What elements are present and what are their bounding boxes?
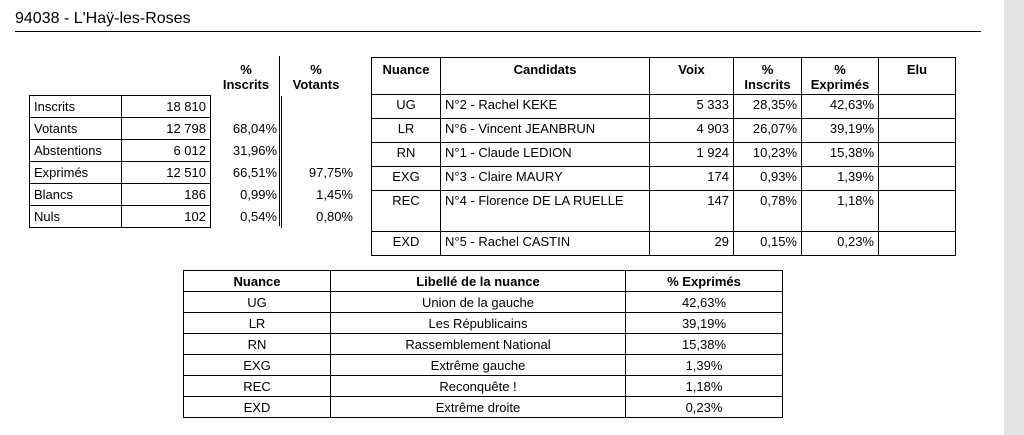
stats-table (29, 95, 357, 228)
stats-header-pct-inscrits (212, 62, 280, 92)
table-row (372, 119, 956, 143)
header-pct-exprimes-line1: % (834, 62, 846, 77)
nuance-pct-exprimes: 15,38% (626, 334, 783, 355)
candidates-table (371, 57, 956, 256)
stats-pct-votants: 1,45% (282, 184, 358, 206)
stats-value: 12 798 (122, 118, 211, 140)
candidate-elu (879, 167, 956, 191)
candidate-voix: 174 (650, 167, 734, 191)
candidate-pct-inscrits: 10,23% (734, 143, 802, 167)
header-pct-inscrits (734, 58, 802, 95)
candidate-voix: 147 (650, 191, 734, 232)
stats-pct-votants (282, 140, 358, 162)
nuance-code: REC (184, 376, 331, 397)
stats-value: 12 510 (122, 162, 211, 184)
candidate-nuance: UG (372, 95, 441, 119)
table-row (372, 232, 956, 256)
table-row (30, 184, 358, 206)
candidate-name: N°2 - Rachel KEKE (441, 95, 650, 119)
candidate-voix: 4 903 (650, 119, 734, 143)
table-row (30, 140, 358, 162)
header-elu: Elu (879, 58, 956, 95)
table-row (30, 206, 358, 228)
candidate-pct-inscrits: 0,78% (734, 191, 802, 232)
table-row (372, 167, 956, 191)
stats-header-pct-inscrits-line2: Inscrits (222, 77, 270, 92)
stats-pct-votants (282, 118, 358, 140)
header-pct-exprimes (802, 58, 879, 95)
candidate-pct-exprimes: 0,23% (802, 232, 879, 256)
nuance-libelle: Rassemblement National (331, 334, 626, 355)
candidate-name: N°6 - Vincent JEANBRUN (441, 119, 650, 143)
nuance-code: LR (184, 313, 331, 334)
candidate-name: N°5 - Rachel CASTIN (441, 232, 650, 256)
stats-pct-inscrits: 0,54% (211, 206, 282, 228)
table-row (184, 397, 783, 418)
candidate-nuance: EXD (372, 232, 441, 256)
header-pct-inscrits-line1: % (761, 62, 774, 77)
header-pct-inscrits-line2: Inscrits (744, 77, 791, 92)
nuance-libelle: Extrême gauche (331, 355, 626, 376)
candidate-elu (879, 95, 956, 119)
nuances-table (183, 270, 783, 418)
nuance-code: EXG (184, 355, 331, 376)
stats-header-pct-votants-line1: % (310, 62, 322, 77)
stats-pct-votants: 97,75% (282, 162, 358, 184)
nuance-libelle: Reconquête ! (331, 376, 626, 397)
nuance-pct-exprimes: 42,63% (626, 292, 783, 313)
stats-pct-inscrits: 66,51% (211, 162, 282, 184)
stats-pct-inscrits: 0,99% (211, 184, 282, 206)
nuance-pct-exprimes: 39,19% (626, 313, 783, 334)
candidate-pct-inscrits: 0,93% (734, 167, 802, 191)
stats-label: Blancs (30, 184, 122, 206)
header-candidats: Candidats (441, 58, 650, 95)
candidate-voix: 1 924 (650, 143, 734, 167)
candidate-pct-inscrits: 28,35% (734, 95, 802, 119)
table-row (184, 334, 783, 355)
header-nuance: Nuance (372, 58, 441, 95)
candidate-pct-exprimes: 42,63% (802, 95, 879, 119)
table-row (184, 355, 783, 376)
header-nuance: Nuance (184, 271, 331, 292)
stats-header-pct-votants-line2: Votants (292, 77, 340, 92)
table-row (184, 376, 783, 397)
stats-value: 102 (122, 206, 211, 228)
stats-pct-votants: 0,80% (282, 206, 358, 228)
candidate-nuance: LR (372, 119, 441, 143)
candidate-name: N°3 - Claire MAURY (441, 167, 650, 191)
stats-pct-votants (282, 96, 358, 118)
table-row (372, 191, 956, 232)
candidate-pct-exprimes: 1,18% (802, 191, 879, 232)
stats-header-pct-votants (282, 62, 350, 92)
stats-label: Inscrits (30, 96, 122, 118)
candidate-elu (879, 191, 956, 232)
header-pct-exprimes: % Exprimés (626, 271, 783, 292)
candidate-pct-exprimes: 1,39% (802, 167, 879, 191)
header-pct-exprimes-line2: Exprimés (810, 77, 870, 92)
candidate-nuance: RN (372, 143, 441, 167)
table-header-row (184, 271, 783, 292)
candidate-pct-exprimes: 15,38% (802, 143, 879, 167)
candidate-elu (879, 119, 956, 143)
candidate-nuance: EXG (372, 167, 441, 191)
nuance-libelle: Les Républicains (331, 313, 626, 334)
header-voix: Voix (650, 58, 734, 95)
stats-value: 18 810 (122, 96, 211, 118)
table-row (30, 96, 358, 118)
candidate-name: N°4 - Florence DE LA RUELLE (441, 191, 650, 232)
stats-pct-inscrits: 31,96% (211, 140, 282, 162)
stats-label: Votants (30, 118, 122, 140)
stats-value: 186 (122, 184, 211, 206)
window-edge-shade (1004, 0, 1024, 435)
stats-pct-inscrits: 68,04% (211, 118, 282, 140)
table-header-row (372, 58, 956, 95)
candidate-voix: 29 (650, 232, 734, 256)
candidate-elu (879, 232, 956, 256)
header-libelle: Libellé de la nuance (331, 271, 626, 292)
candidate-nuance: REC (372, 191, 441, 232)
table-row (372, 95, 956, 119)
stats-label: Nuls (30, 206, 122, 228)
candidate-voix: 5 333 (650, 95, 734, 119)
nuance-pct-exprimes: 1,39% (626, 355, 783, 376)
title-underline (15, 31, 981, 32)
candidate-pct-inscrits: 26,07% (734, 119, 802, 143)
nuance-code: EXD (184, 397, 331, 418)
table-row (184, 313, 783, 334)
stats-header-pct-inscrits-line1: % (240, 62, 252, 77)
stats-pct-inscrits (211, 96, 282, 118)
nuance-code: RN (184, 334, 331, 355)
nuance-pct-exprimes: 0,23% (626, 397, 783, 418)
candidate-name: N°1 - Claude LEDION (441, 143, 650, 167)
stats-label: Abstentions (30, 140, 122, 162)
stats-value: 6 012 (122, 140, 211, 162)
stats-label: Exprimés (30, 162, 122, 184)
table-row (30, 162, 358, 184)
candidate-elu (879, 143, 956, 167)
table-row (30, 118, 358, 140)
page-title: 94038 - L'Haÿ-les-Roses (15, 10, 191, 27)
candidate-pct-exprimes: 39,19% (802, 119, 879, 143)
candidate-pct-inscrits: 0,15% (734, 232, 802, 256)
nuance-pct-exprimes: 1,18% (626, 376, 783, 397)
table-row (184, 292, 783, 313)
table-row (372, 143, 956, 167)
nuance-libelle: Extrême droite (331, 397, 626, 418)
nuance-libelle: Union de la gauche (331, 292, 626, 313)
nuance-code: UG (184, 292, 331, 313)
